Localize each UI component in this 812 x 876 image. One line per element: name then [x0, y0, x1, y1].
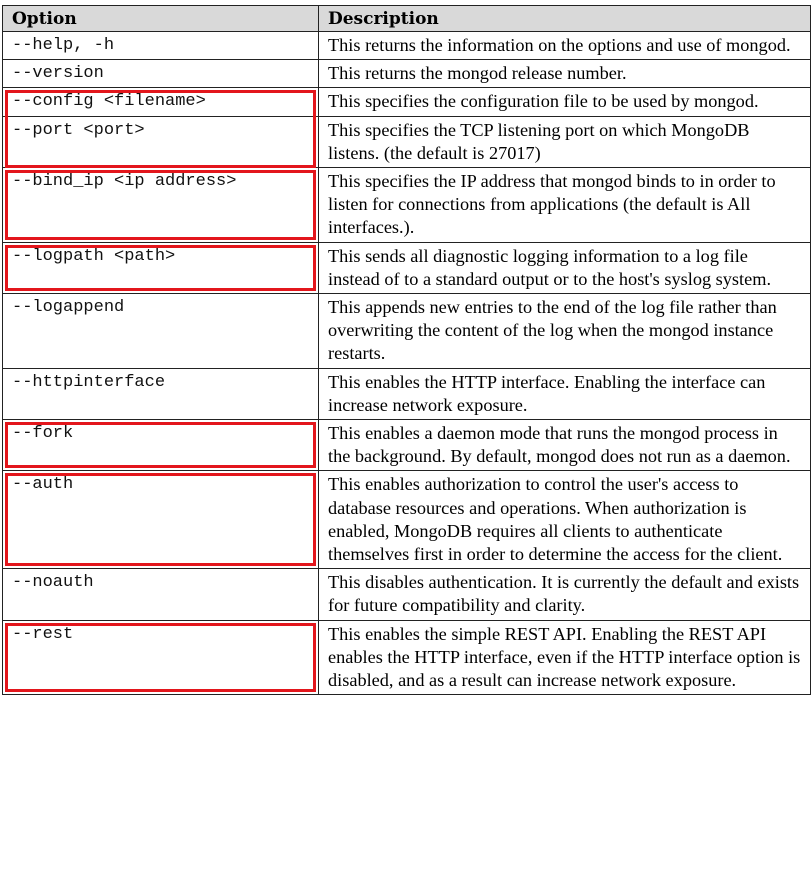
option-name: --httpinterface — [12, 372, 166, 392]
option-cell — [3, 116, 319, 167]
option-name: --auth — [12, 475, 74, 495]
option-cell — [3, 242, 319, 293]
table-row — [3, 420, 811, 471]
table-row — [3, 368, 811, 419]
table-row — [3, 168, 811, 243]
option-cell — [3, 88, 319, 116]
description-cell: This returns the information on the options and use of mongod. — [319, 32, 811, 60]
description-cell: This enables authorization to control the user's access to database resources and operations. When authorization is enabled, MongoDB requires all clients to authenticate themselves first in order to determine the access for the client. — [319, 471, 811, 569]
table-row — [3, 242, 811, 293]
description-cell: This specifies the IP address that mongod binds to in order to listen for connections from applications (the default is All interfaces.). — [319, 168, 811, 243]
option-name: --logpath <path> — [12, 246, 176, 266]
table-row — [3, 569, 811, 620]
table-row — [3, 60, 811, 88]
option-name: --noauth — [12, 573, 94, 593]
description-cell: This specifies the configuration file to be used by mongod. — [319, 88, 811, 116]
description-cell: This returns the mongod release number. — [319, 60, 811, 88]
table-row — [3, 294, 811, 369]
option-cell — [3, 471, 319, 569]
option-name: --config <filename> — [12, 92, 206, 112]
table-row — [3, 88, 811, 116]
header-row — [3, 6, 811, 32]
option-cell — [3, 569, 319, 620]
option-name: --bind_ip <ip address> — [12, 172, 237, 192]
option-name: --rest — [12, 624, 74, 644]
description-cell: This sends all diagnostic logging information to a log file instead of to a standard output or to the host's syslog system. — [319, 242, 811, 293]
description-cell: This enables a daemon mode that runs the mongod process in the background. By default, mongod does not run as a daemon. — [319, 420, 811, 471]
table-row — [3, 620, 811, 695]
option-cell — [3, 32, 319, 60]
option-cell — [3, 620, 319, 695]
description-cell: This enables the simple REST API. Enabling the REST API enables the HTTP interface, even if the HTTP interface option is disabled, and as a result can increase network exposure. — [319, 620, 811, 695]
description-cell: This specifies the TCP listening port on which MongoDB listens. (the default is 27017) — [319, 116, 811, 167]
table-row — [3, 32, 811, 60]
option-column-header: Option — [3, 6, 319, 32]
option-name: --version — [12, 64, 104, 84]
description-cell: This appends new entries to the end of the log file rather than overwriting the content of the log when the mongod instance restarts. — [319, 294, 811, 369]
option-name: --fork — [12, 424, 74, 444]
description-column-header: Description — [319, 6, 811, 32]
option-name: --port <port> — [12, 120, 145, 140]
table-row — [3, 116, 811, 167]
option-cell — [3, 420, 319, 471]
option-name: --help, -h — [12, 36, 115, 55]
description-cell: This enables the HTTP interface. Enabling the interface can increase network exposure. — [319, 368, 811, 419]
option-cell — [3, 368, 319, 419]
option-cell — [3, 168, 319, 243]
description-cell: This disables authentication. It is currently the default and exists for future compatibility and clarity. — [319, 569, 811, 620]
option-cell — [3, 60, 319, 88]
options-table — [2, 5, 811, 695]
option-name: --logappend — [12, 298, 125, 318]
option-cell — [3, 294, 319, 369]
table-row — [3, 471, 811, 569]
